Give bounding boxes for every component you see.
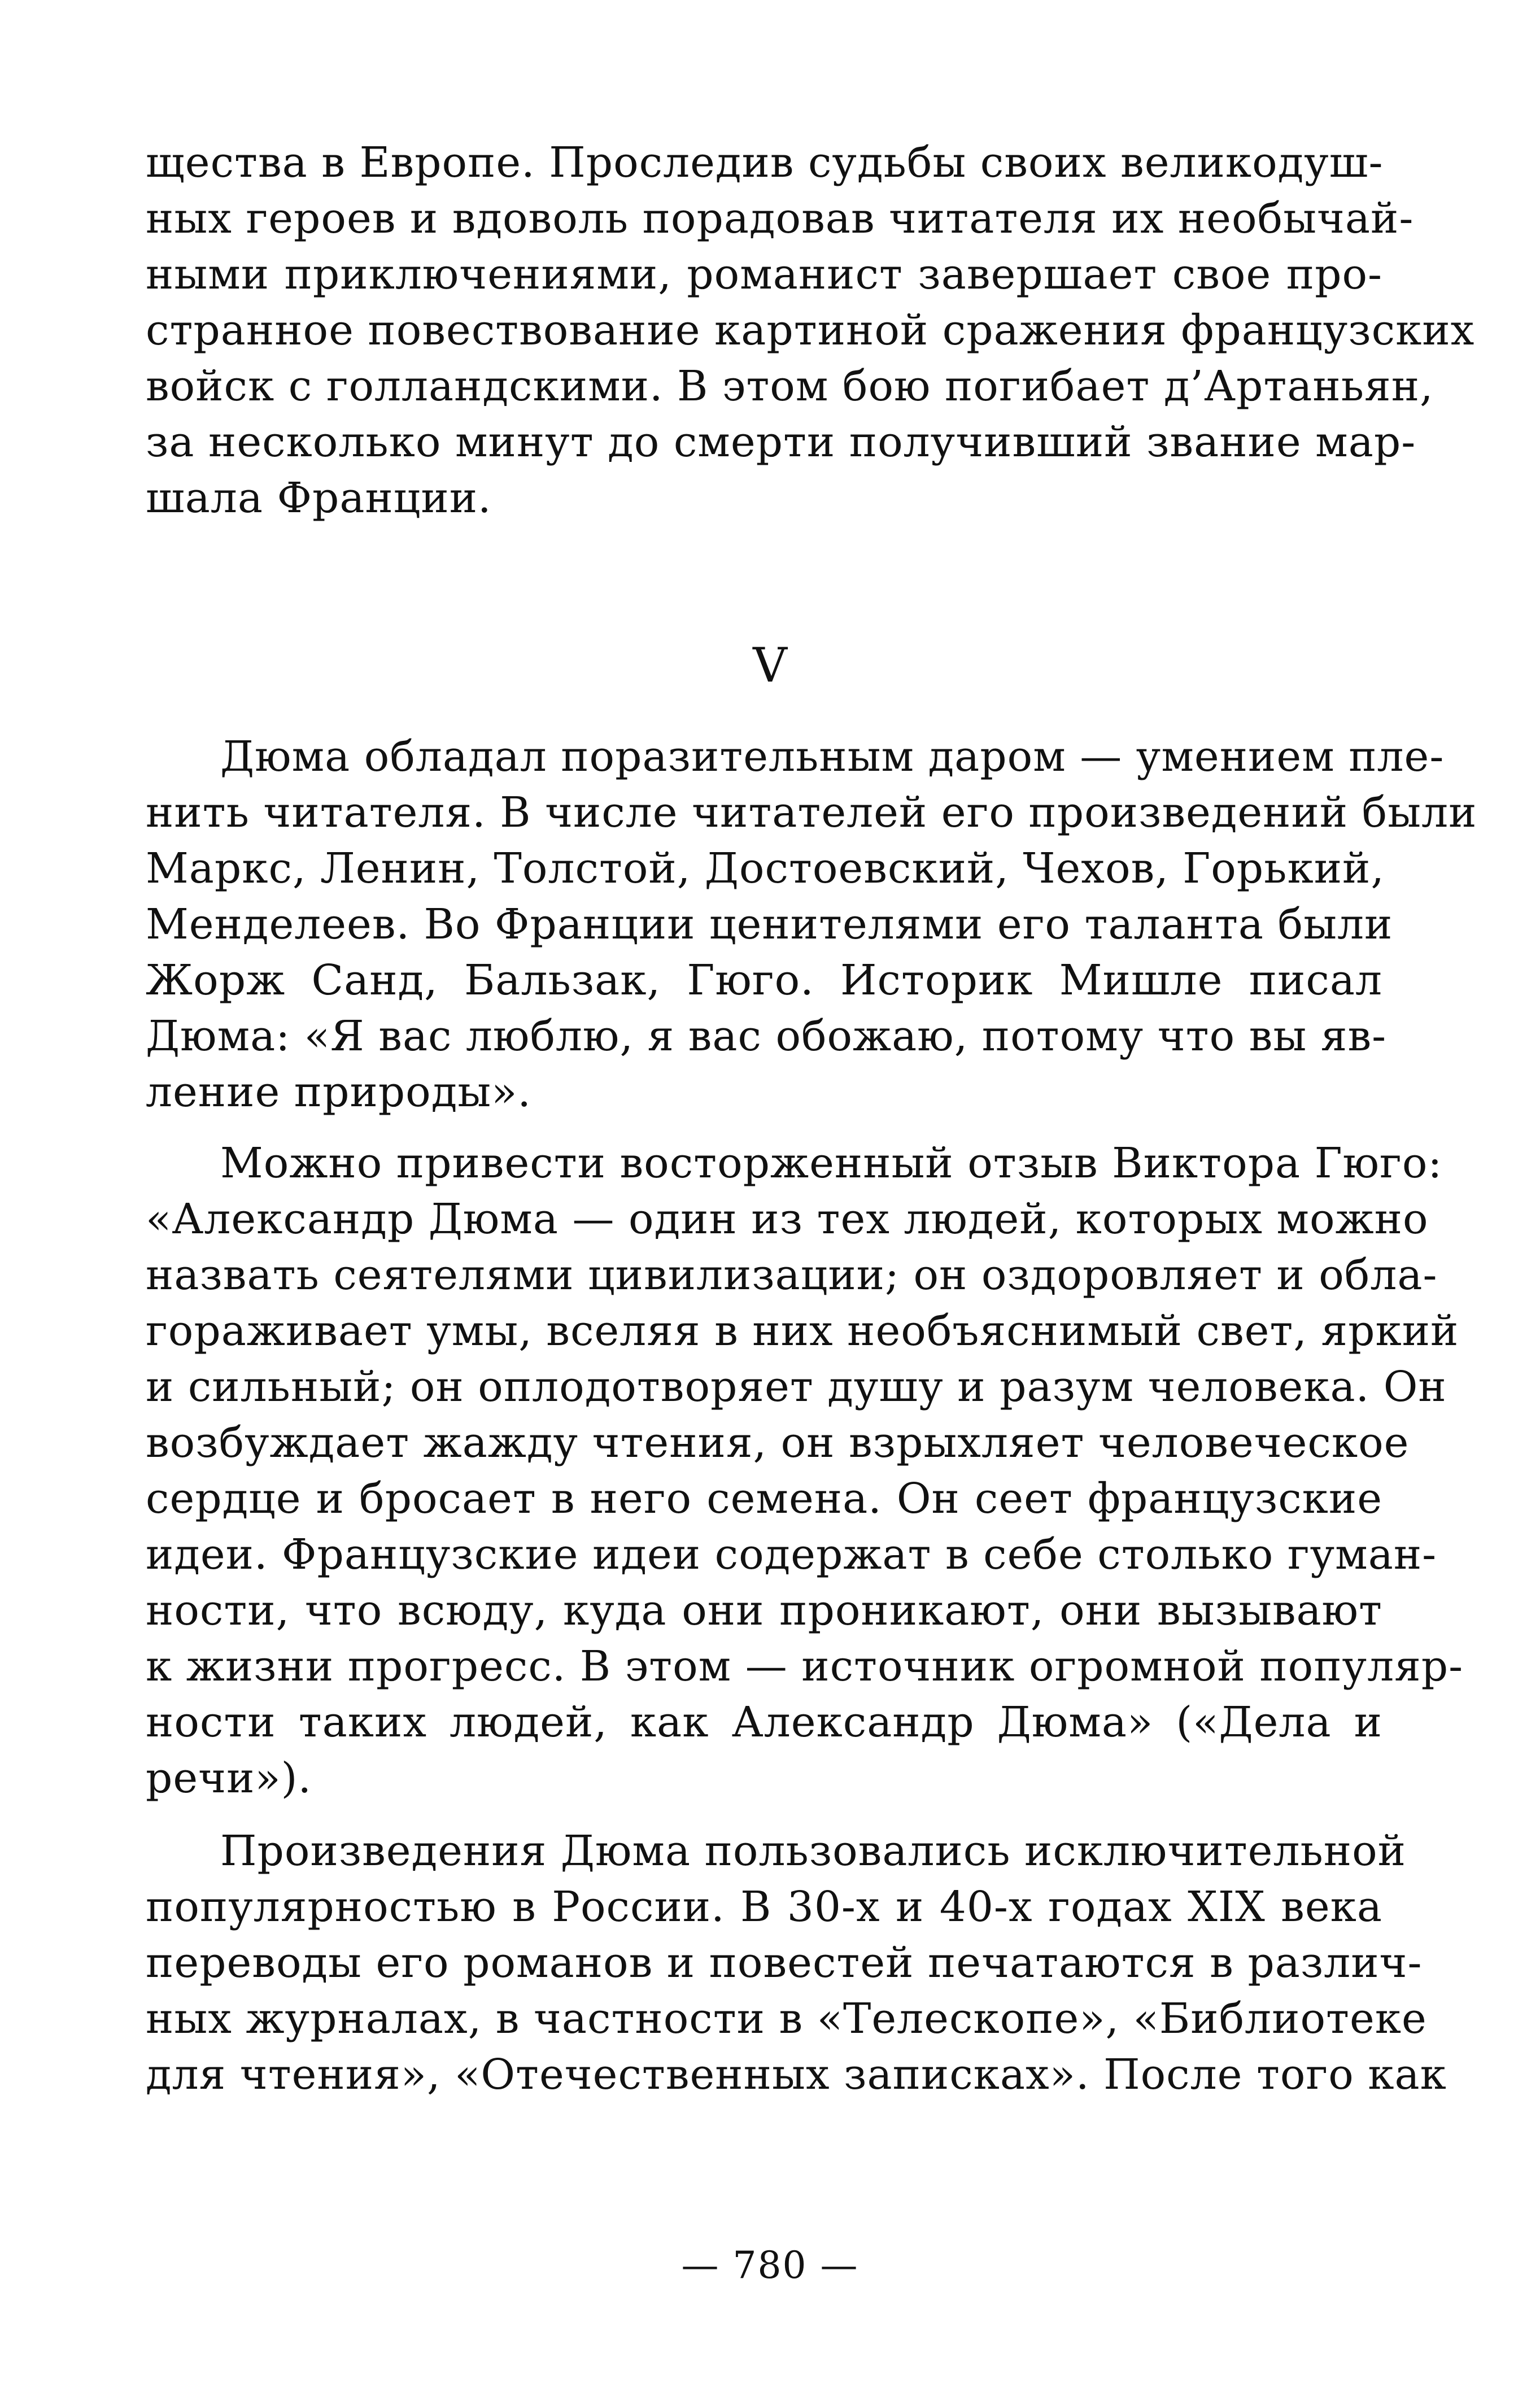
text-line: популярностью в России. В 30-х и 40-х годах XIX века — [146, 1883, 1382, 1931]
text-line: речи»). — [146, 1754, 312, 1802]
text-line: ных журналах, в частности в «Телескопе», «Библиотеке — [146, 1994, 1427, 2043]
text-line: гораживает умы, вселяя в них необъяснимый свет, яркий — [146, 1307, 1459, 1355]
text-line: для чтения», «Отечественных записках». После того как — [146, 2050, 1447, 2099]
text-line: Жорж Санд, Бальзак, Гюго. Историк Мишле писал — [146, 956, 1382, 1005]
text-line: Дюма обладал поразительным даром — умением пле- — [220, 732, 1445, 781]
text-line: идеи. Французские идеи содержат в себе столько гуман- — [146, 1530, 1437, 1579]
text-line: сердце и бросает в него семена. Он сеет французские — [146, 1474, 1382, 1523]
text-line: нить читателя. В числе читателей его произведений были — [146, 788, 1477, 837]
text-line: щества в Европе. Проследив судьбы своих великодуш- — [146, 138, 1384, 187]
text-line: ности, что всюду, куда они проникают, они вызывают — [146, 1586, 1382, 1635]
text-line: «Александр Дюма — один из тех людей, которых можно — [146, 1195, 1429, 1243]
text-line: войск с голландскими. В этом бою погибает д’Артаньян, — [146, 362, 1434, 411]
text-line: к жизни прогресс. В этом — источник огромной популяр- — [146, 1642, 1464, 1691]
text-line: шала Франции. — [146, 474, 492, 522]
text-line: переводы его романов и повестей печатаются в различ- — [146, 1939, 1423, 1987]
text-line: Произведения Дюма пользовались исключительной — [220, 1827, 1406, 1875]
text-line: Менделеев. Во Франции ценителями его таланта были — [146, 900, 1393, 949]
text-line: и сильный; он оплодотворяет душу и разум человека. Он — [146, 1363, 1447, 1411]
text-line: за несколько минут до смерти получивший звание мар- — [146, 418, 1416, 466]
section-heading: V — [753, 638, 787, 693]
text-line: Можно привести восторженный отзыв Виктора Гюго: — [220, 1139, 1443, 1188]
text-line: Дюма: «Я вас люблю, я вас обожаю, потому что вы яв- — [146, 1012, 1387, 1060]
text-line: возбуждает жажду чтения, он взрыхляет человеческое — [146, 1418, 1410, 1467]
text-line: Маркс, Ленин, Толстой, Достоевский, Чехов, Горький, — [146, 844, 1385, 893]
text-line: назвать сеятелями цивилизации; он оздоровляет и обла- — [146, 1251, 1438, 1299]
text-line: ление природы». — [146, 1068, 531, 1116]
text-line: ными приключениями, романист завершает свое про- — [146, 250, 1382, 299]
text-line: ных героев и вдоволь порадовав читателя их необычай- — [146, 194, 1414, 243]
text-line: странное повествование картиной сражения французских — [146, 306, 1475, 355]
text-line: ности таких людей, как Александр Дюма» («Дела и — [146, 1698, 1382, 1747]
page-number: — 780 — — [681, 2243, 859, 2287]
